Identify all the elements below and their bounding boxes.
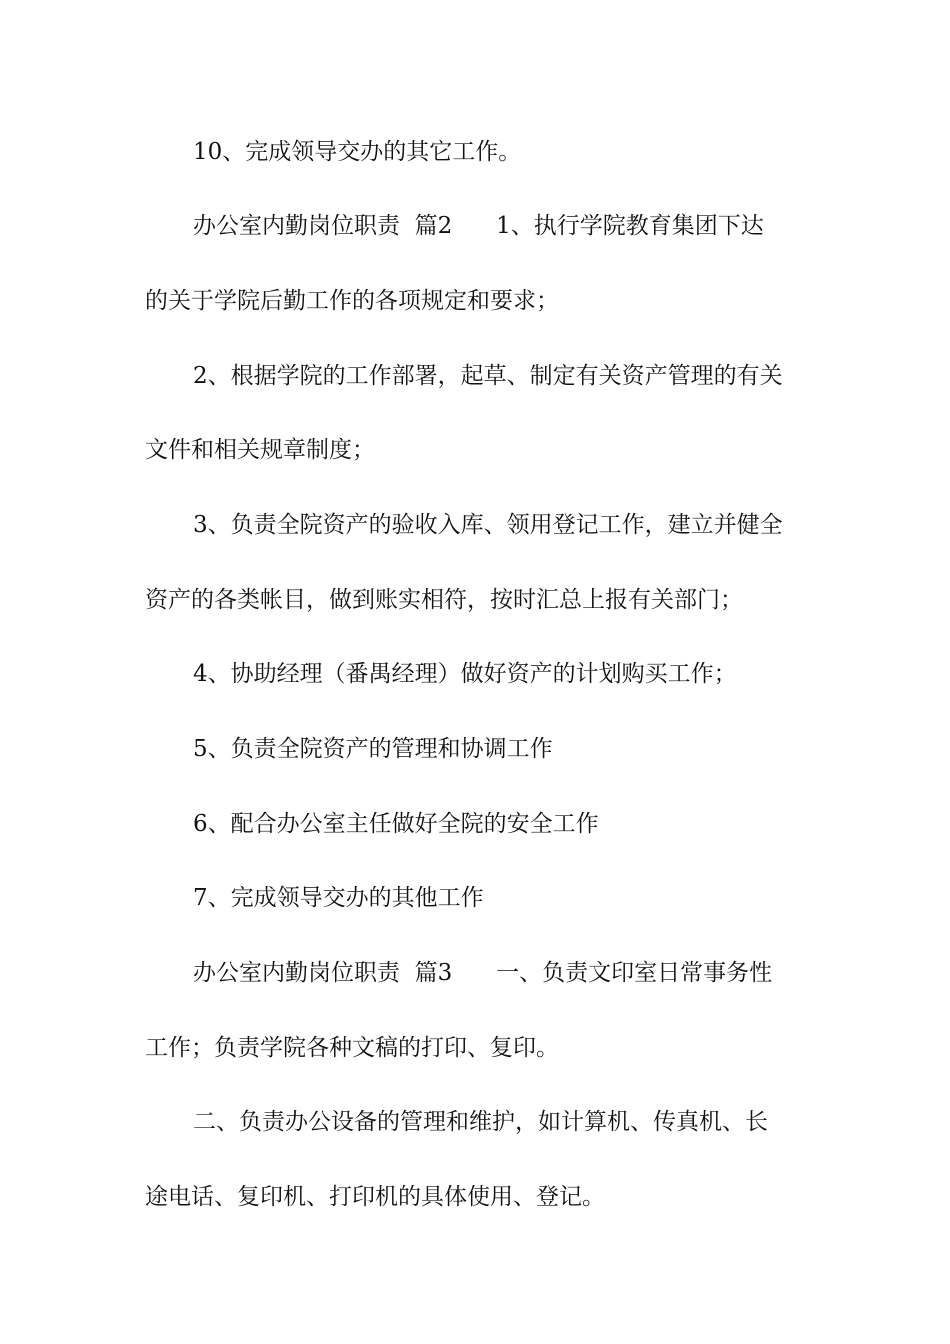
paragraph-line: 4、协助经理（番禺经理）做好资产的计划购买工作；	[193, 661, 737, 687]
paragraph-line: 5、负责全院资产的管理和协调工作	[193, 736, 553, 762]
paragraph-line: 途电话、复印机、打印机的具体使用、登记。	[145, 1184, 605, 1210]
paragraph-line: 3、负责全院资产的验收入库、领用登记工作，建立并健全	[193, 512, 783, 538]
paragraph-line: 6、配合办公室主任做好全院的安全工作	[193, 811, 599, 837]
paragraph-line: 2、根据学院的工作部署，起草、制定有关资产管理的有关	[193, 363, 783, 389]
paragraph-line: 的关于学院后勤工作的各项规定和要求；	[145, 288, 559, 314]
section-heading-line: 办公室内勤岗位职责 篇3 一、负责文印室日常事务性	[193, 960, 773, 986]
paragraph-line: 资产的各类帐目，做到账实相符，按时汇总上报有关部门；	[145, 587, 743, 613]
paragraph-line: 10、完成领导交办的其它工作。	[193, 139, 522, 165]
paragraph-line: 工作；负责学院各种文稿的打印、复印。	[145, 1035, 559, 1061]
section-heading-line: 办公室内勤岗位职责 篇2 1、执行学院教育集团下达	[193, 213, 764, 239]
paragraph-line: 7、完成领导交办的其他工作	[193, 885, 484, 911]
paragraph-line: 二、负责办公设备的管理和维护，如计算机、传真机、长	[193, 1109, 768, 1135]
paragraph-line: 文件和相关规章制度；	[145, 437, 375, 463]
